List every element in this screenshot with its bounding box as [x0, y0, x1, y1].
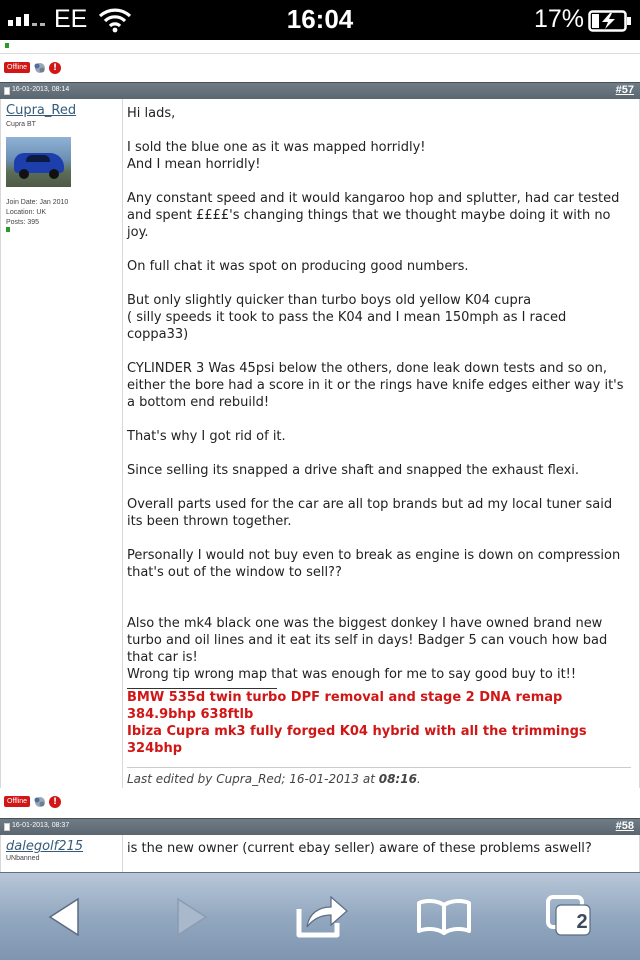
last-edited-note	[127, 767, 631, 786]
message-line: And I mean horridly!	[127, 157, 261, 172]
post-message	[127, 840, 629, 857]
forward-arrow-icon	[172, 895, 212, 939]
bookmarks-icon	[415, 897, 473, 937]
online-status-dot	[6, 227, 10, 232]
edited-time: 08:16	[378, 772, 417, 786]
post-number-link[interactable]: #57	[615, 84, 634, 96]
car-wheel	[49, 169, 59, 179]
forward-button[interactable]	[162, 889, 222, 945]
message-line: Any constant speed and it would kangaroo hop and splutter, had car tested and spent ££££'s changing things that we thought maybe doing it with no joy.	[127, 191, 620, 240]
back-arrow-icon	[44, 895, 84, 939]
reputation-icon[interactable]	[33, 61, 47, 75]
user-info-panel	[1, 99, 123, 792]
signature-line: Ibiza Cupra mk3 fully forged K04 hybrid with all the trimmings 324bhp	[127, 724, 587, 756]
message-line: Since selling its snapped a drive shaft and snapped the exhaust flexi.	[127, 463, 580, 478]
tabs-button[interactable]	[540, 889, 600, 945]
message-line: Personally I would not buy even to break as engine is down on compression that's out of the window to sell??	[127, 548, 621, 580]
message-line: Hi lads,	[127, 106, 176, 121]
username-link[interactable]: dalegolf215	[6, 839, 84, 854]
message-line: Wrong tip wrong map that was enough for me to say good buy to it!!	[127, 667, 577, 682]
user-location: Location: UK	[6, 209, 47, 216]
paragraph-gap	[127, 343, 629, 360]
carrier-name: EE	[54, 5, 88, 33]
reputation-icon[interactable]	[33, 795, 47, 809]
status-bar	[0, 0, 640, 40]
edited-prefix: Last edited by Cupra_Red; 16-01-2013 at	[127, 772, 379, 786]
user-title: Cupra BT	[6, 121, 36, 128]
share-button[interactable]	[292, 889, 352, 945]
bookmarks-button[interactable]	[414, 889, 474, 945]
paragraph-gap	[127, 479, 629, 496]
edited-suffix: .	[416, 772, 421, 786]
user-title: UNbanned	[6, 855, 40, 862]
post-actions	[0, 788, 640, 816]
username-link[interactable]: Cupra_Red	[6, 103, 77, 118]
message-line: That's why I got rid of it.	[127, 429, 286, 444]
post-count: Posts: 395	[6, 219, 40, 226]
paragraph-gap	[127, 411, 629, 428]
previous-post-tail	[0, 40, 640, 54]
online-status-dot	[5, 43, 9, 48]
tabs-count: 2	[576, 911, 588, 933]
browser-toolbar	[0, 872, 640, 960]
user-meta	[6, 198, 68, 228]
paragraph-gap	[127, 173, 629, 190]
paragraph-gap	[127, 530, 629, 547]
previous-post-actions	[0, 54, 640, 82]
message-line: Overall parts used for the car are all top brands but ad my local tuner said its been thrown together.	[127, 497, 613, 529]
message-line: CYLINDER 3 Was 45psi below the others, done leak down tests and so on, either the bore had a score in it or the rings have knife edges either way it's a bottom end rebuild!	[127, 361, 624, 410]
offline-badge: Offline	[4, 796, 30, 807]
status-time: 16:04	[286, 4, 354, 34]
message-line: is the new owner (current ebay seller) aware of these problems aswell?	[127, 841, 592, 856]
post-header	[0, 818, 640, 835]
battery-percent: 17%	[533, 5, 584, 33]
forum-thread[interactable]	[0, 40, 640, 872]
post-number-link[interactable]: #58	[615, 820, 634, 832]
paragraph-gap	[127, 445, 629, 462]
message-line: But only slightly quicker than turbo boys old yellow K04 cupra	[127, 293, 532, 308]
paragraph-gap	[127, 275, 629, 292]
report-icon[interactable]: !	[49, 62, 61, 74]
signature-line: BMW 535d twin turbo DPF removal and stage 2 DNA remap 384.9bhp 638ftlb	[127, 690, 563, 722]
paragraph-gap	[127, 122, 629, 139]
post-document-icon	[4, 87, 10, 95]
post-header	[0, 82, 640, 99]
paragraph-gap	[127, 241, 629, 258]
message-line: ( silly speeds it took to pass the K04 and I mean 150mph as I raced coppa33)	[127, 310, 567, 342]
post-body	[0, 99, 640, 792]
back-button[interactable]	[34, 889, 94, 945]
avatar[interactable]	[6, 137, 71, 187]
post-document-icon	[4, 823, 10, 831]
post-date: 16-01-2013, 08:37	[12, 822, 70, 829]
post-body	[0, 835, 640, 872]
share-icon	[293, 893, 351, 941]
post-message	[127, 105, 629, 757]
car-window	[26, 155, 50, 162]
paragraph-gap	[127, 581, 629, 598]
post-date: 16-01-2013, 08:14	[12, 86, 70, 93]
report-icon[interactable]: !	[49, 796, 61, 808]
battery-charging-icon	[588, 10, 632, 32]
message-line: On full chat it was spot on producing good numbers.	[127, 259, 469, 274]
user-info-panel	[1, 835, 123, 872]
join-date: Join Date: Jan 2010	[6, 199, 69, 206]
offline-badge: Offline	[4, 62, 30, 73]
paragraph-gap	[127, 598, 629, 615]
message-line: Also the mk4 black one was the biggest donkey I have owned brand new turbo and oil lines and it eat its self in days! Badger 5 can vouch how bad that car is!	[127, 616, 608, 665]
message-line: I sold the blue one as it was mapped horridly!	[127, 140, 426, 155]
car-wheel	[19, 169, 29, 179]
